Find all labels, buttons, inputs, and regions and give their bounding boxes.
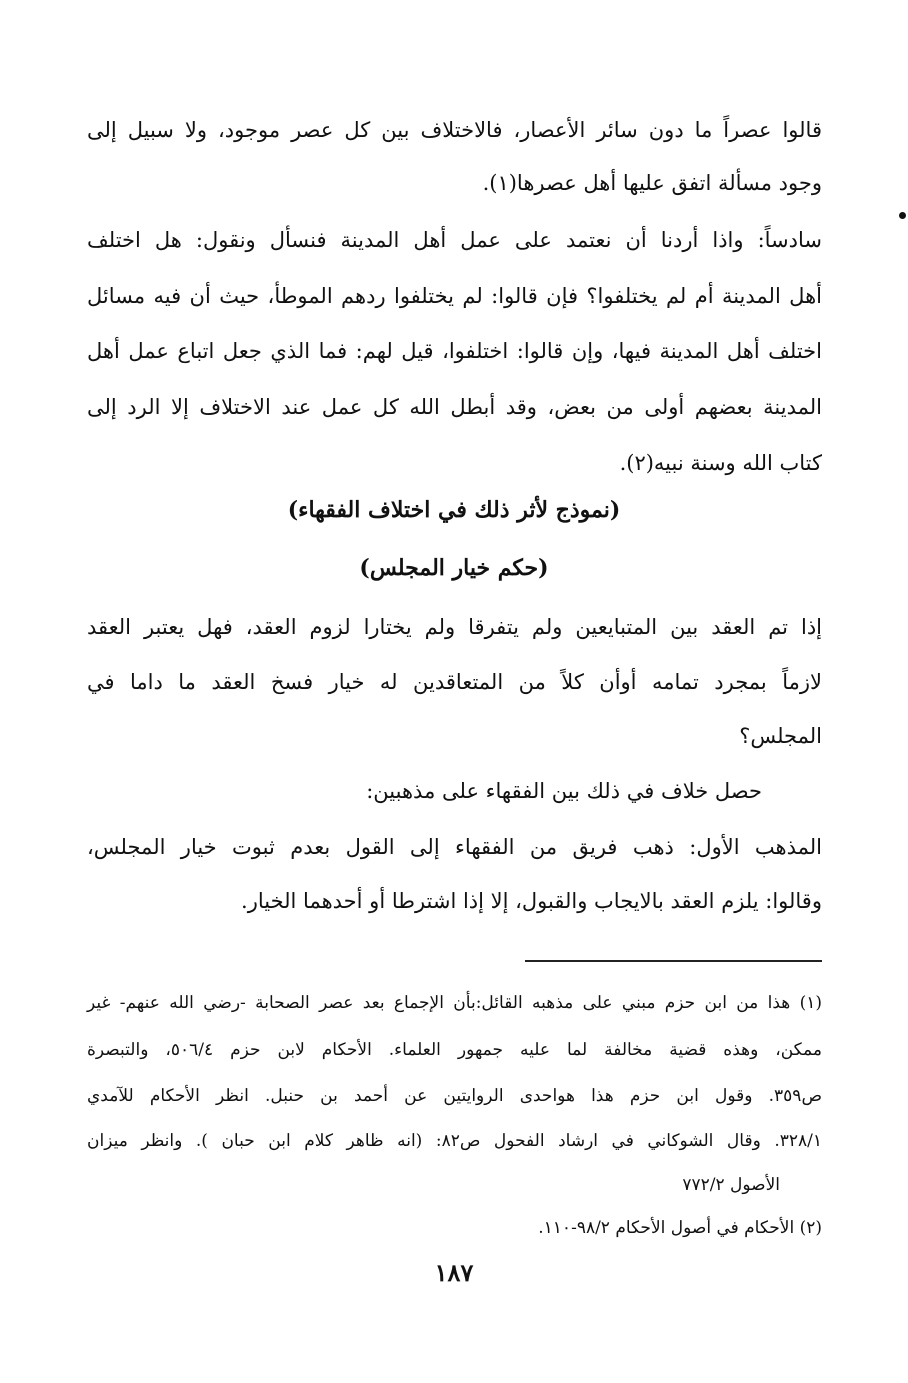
margin-dot — [899, 212, 906, 219]
footnote-separator — [525, 960, 822, 962]
paragraph-3-line-1: إذا تم العقد بين المتبايعين ولم يتفرقا ولم يختارا لزوم العقد، فهل يعتبر العقد — [87, 615, 822, 639]
paragraph-2-line-1: سادساً: واذا أردنا أن نعتمد على عمل أهل المدينة فنسأل ونقول: هل اختلف — [87, 228, 822, 252]
footnote-1-line-2: ممكن، وهذه قضية مخالفة لما عليه جمهور العلماء. الأحكام لابن حزم ٥٠٦/٤، والتبصرة — [87, 1040, 822, 1060]
section-heading-model: (نموذج لأثر ذلك في اختلاف الفقهاء) — [287, 497, 621, 523]
paragraph-3-line-2: لازماً بمجرد تمامه أوأن كلاً من المتعاقدين له خيار فسخ العقد ما داما في — [87, 670, 822, 694]
footnote-1-line-3: ص٣٥٩. وقول ابن حزم هذا هواحدى الروايتين عن أحمد بن حنبل. انظر الأحكام للآمدي — [87, 1086, 822, 1106]
footnote-2: (٢) الأحكام في أصول الأحكام ٩٨/٢-١١٠. — [538, 1218, 822, 1238]
footnote-1-line-5: الأصول ٧٧٢/٢ — [682, 1175, 780, 1195]
footnote-1-line-1: (١) هذا من ابن حزم مبني على مذهبه القائل:بأن الإجماع بعد عصر الصحابة -رضي الله عنهم- غير — [87, 993, 822, 1013]
paragraph-2-line-3: اختلف أهل المدينة فيها، وإن قالوا: اختلفوا، قيل لهم: فما الذي جعل اتباع عمل أهل — [87, 339, 822, 363]
paragraph-2-line-2: أهل المدينة أم لم يختلفوا؟ فإن قالوا: لم يختلفوا ردهم الموطأ، حيث أن فيه مسائل — [87, 284, 822, 308]
paragraph-1-line-1: قالوا عصراً ما دون سائر الأعصار، فالاختلاف بين كل عصر موجود، ولا سبيل إلى — [87, 118, 822, 142]
page-number: ١٨٧ — [434, 1258, 474, 1287]
section-heading-majlis-option: (حكم خيار المجلس) — [359, 555, 549, 581]
paragraph-2-line-4: المدينة بعضهم أولى من بعض، وقد أبطل الله كل عمل عند الاختلاف إلا الرد إلى — [87, 395, 822, 419]
paragraph-3-line-3: المجلس؟ — [739, 724, 822, 748]
footnote-1-line-4: ٣٢٨/١. وقال الشوكاني في ارشاد الفحول ص٨٢: (انه ظاهر كلام ابن حبان ). وانظر ميزان — [87, 1131, 822, 1151]
paragraph-4: حصل خلاف في ذلك بين الفقهاء على مذهبين: — [366, 779, 762, 803]
paragraph-5-line-2: وقالوا: يلزم العقد بالايجاب والقبول، إلا إذا اشترطا أو أحدهما الخيار. — [241, 889, 822, 913]
paragraph-5-line-1: المذهب الأول: ذهب فريق من الفقهاء إلى القول بعدم ثبوت خيار المجلس، — [87, 835, 822, 859]
paragraph-2-line-5: كتاب الله وسنة نبيه(٢). — [619, 451, 822, 475]
paragraph-1-line-2: وجود مسألة اتفق عليها أهل عصرها(١). — [482, 171, 822, 195]
